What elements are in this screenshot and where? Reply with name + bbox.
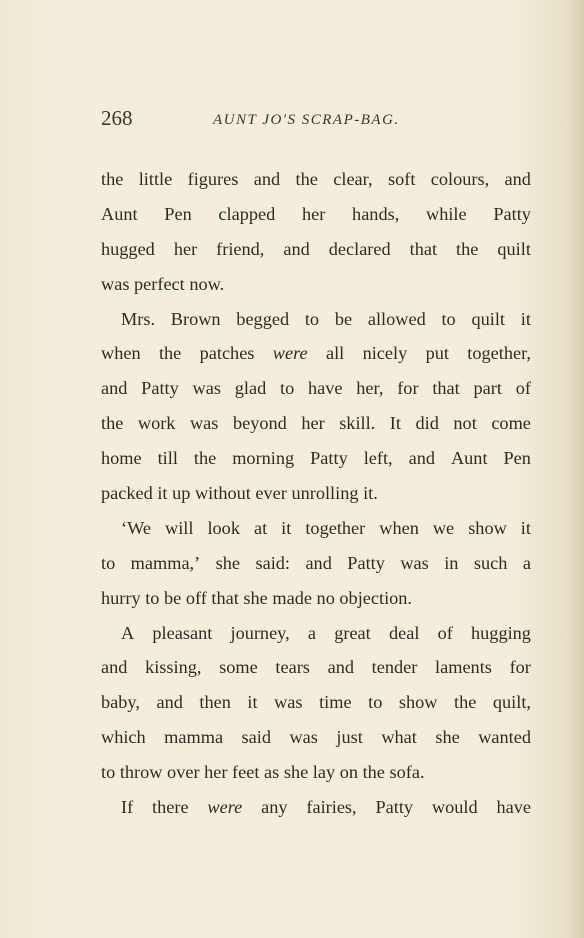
page-header (101, 106, 531, 136)
body-text (101, 162, 531, 825)
text-line: Mrs. Brown begged to be allowed to quilt it (121, 308, 531, 329)
page-number: 268 (101, 106, 133, 130)
text-line: hurry to be off that she made no objection. (101, 587, 413, 608)
text-line: home till the morning Patty left, and Aunt Pen (101, 448, 531, 469)
text-line: which mamma said was just what she wanted (101, 727, 531, 748)
text-line: Aunt Pen clapped her hands, while Patty (101, 203, 531, 224)
text-line: and kissing, some tears and tender laments for (101, 657, 531, 678)
text-line: baby, and then it was time to show the quilt, (101, 692, 531, 713)
text-line: packed it up without ever unrolling it. (101, 483, 378, 504)
text-line: If there were any fairies, Patty would have (121, 797, 531, 818)
text-line: and Patty was glad to have her, for that part of (101, 378, 531, 399)
text-line: hugged her friend, and declared that the quilt (101, 238, 531, 259)
text-line: to mamma,’ she said: and Patty was in such a (101, 552, 531, 573)
text-line: the little figures and the clear, soft colours, and (101, 169, 531, 189)
text-line: to throw over her feet as she lay on the sofa. (101, 762, 425, 783)
text-line: was perfect now. (101, 273, 225, 294)
text-line: ‘We will look at it together when we show it (121, 517, 531, 538)
text-line: when the patches were all nicely put together, (101, 343, 531, 364)
running-title: AUNT JO'S SCRAP-BAG. (213, 112, 400, 128)
text-line: the work was beyond her skill. It did not come (101, 413, 531, 434)
text-line: A pleasant journey, a great deal of hugging (121, 622, 531, 643)
